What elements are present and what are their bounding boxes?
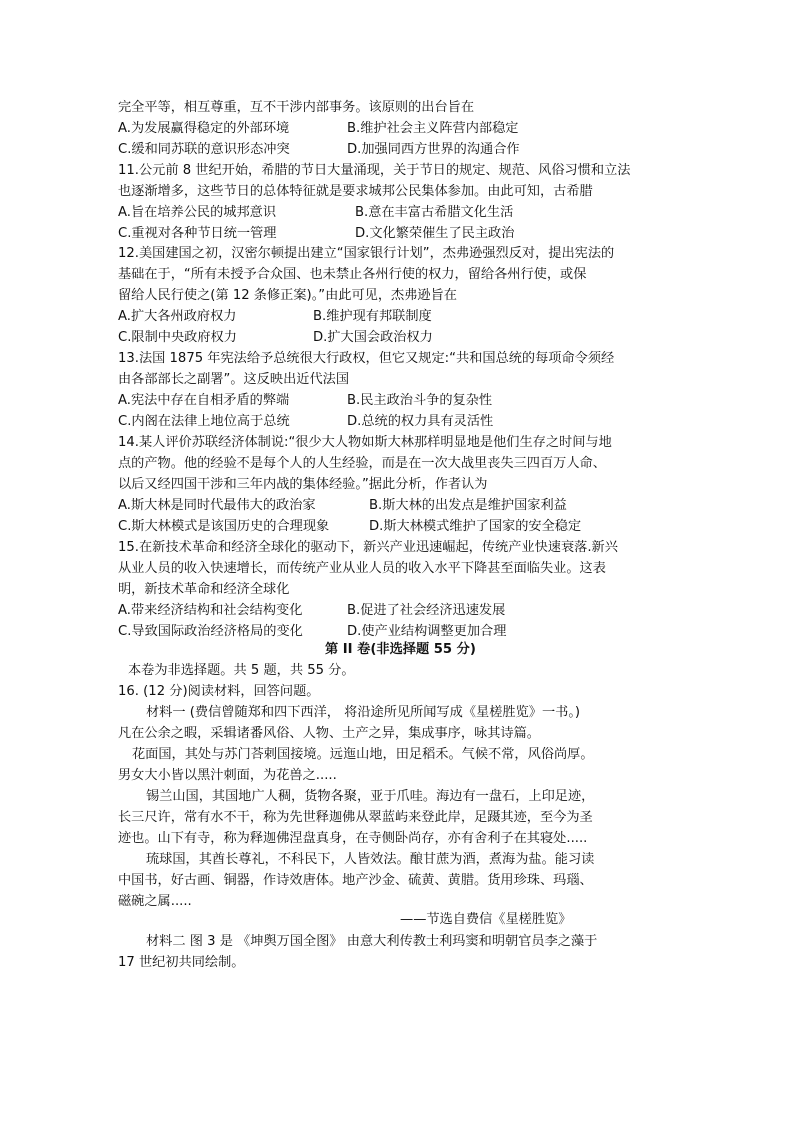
q16-material-1-line-1: 材料一 (费信曾随郑和四下西洋， 将沿途所见所闻写成《星槎胜览》一书。) — [146, 705, 581, 720]
q11-option-c: C.重视对各种节日统一管理 — [118, 226, 277, 241]
q16-material-1-line-2: 凡在公余之暇，采辑诸番风俗、人物、土产之异，集成事序，咏其诗篇。 — [118, 726, 540, 741]
q14-line-3: 以后又经四国干涉和三年内战的集体经验。”据此分析，作者认为 — [118, 477, 488, 492]
q15-option-c: C.导致国际政治经济格局的变化 — [118, 624, 303, 639]
q10-option-b: B.维护社会主义阵营内部稳定 — [347, 121, 519, 136]
q15-option-b: B.促进了社会经济迅速发展 — [347, 603, 506, 618]
q12-option-b: B.维护现有邦联制度 — [313, 309, 432, 324]
section-2-title: 第 II 卷(非选择题 55 分) — [325, 642, 476, 657]
q14-line-2: 点的产物。他的经验不是每个人的人生经验，而是在一次大战里丧失三四百万人命、 — [118, 456, 606, 471]
q13-line-2: 由各部部长之副署”。这反映出近代法国 — [118, 372, 350, 387]
q13-option-b: B.民主政治斗争的复杂性 — [347, 393, 493, 408]
q16-material-2-line-2: 17 世纪初共同绘制。 — [118, 955, 245, 970]
q15-line-1: 15.在新技术革命和经济全球化的驱动下，新兴产业迅速崛起，传统产业快速衰落.新兴 — [118, 540, 618, 555]
q14-option-b: B.斯大林的出发点是维护国家利益 — [369, 498, 567, 513]
q15-option-a: A.带来经济结构和社会结构变化 — [118, 603, 303, 618]
q11-option-d: D.文化繁荣催生了民主政治 — [355, 226, 515, 241]
q16-material-1-line-4: 男女大小皆以黑汁刺面，为花兽之..... — [118, 768, 337, 783]
q16-material-1-line-6: 长三尺许，常有水不干，称为先世释迦佛从翠蓝屿来登此岸，足蹑其迹，至今为圣 — [118, 810, 593, 825]
q15-line-3: 明，新技术革命和经济全球化 — [118, 582, 290, 597]
q13-option-a: A.宪法中存在自相矛盾的弊端 — [118, 393, 290, 408]
q12-line-2: 基础在于，“所有未授予合众国、也未禁止各州行使的权力，留给各州行使，或保 — [118, 267, 587, 282]
q12-line-3: 留给人民行使之(第 12 条修正案)。”由此可见，杰弗逊旨在 — [118, 288, 457, 303]
q12-line-1: 12.美国建国之初，汉密尔顿提出建立“国家银行计划”，杰弗逊强烈反对，提出宪法的 — [118, 246, 615, 261]
q11-line-2: 也逐渐增多，这些节日的总体特征就是要求城邦公民集体参加。由此可知，古希腊 — [118, 184, 593, 199]
q13-option-c: C.内阁在法律上地位高于总统 — [118, 414, 290, 429]
q16-material-1-line-8: 琉球国，其酋长尊礼，不科民下，人皆效法。酿甘蔗为酒，煮海为盐。能习读 — [146, 852, 595, 867]
q11-option-b: B.意在丰富古希腊文化生活 — [355, 205, 514, 220]
q16-material-2-line-1: 材料二 图 3 是 《坤舆万国全图》 由意大利传教士利玛窦和明朝官员李之藻于 — [146, 934, 598, 949]
q12-option-d: D.扩大国会政治权力 — [313, 330, 433, 345]
q14-option-d: D.斯大林模式维护了国家的安全稳定 — [369, 519, 582, 534]
q12-option-c: C.限制中央政府权力 — [118, 330, 237, 345]
section-2-intro: 本卷为非选择题。共 5 题，共 55 分。 — [128, 663, 355, 678]
q16-material-1-line-7: 迹也。山下有寺，称为释迦佛涅盘真身，在寺侧卧尚存，亦有舍利子在其寝处..... — [118, 831, 588, 846]
q16-material-1-line-10: 磁碗之属..... — [118, 894, 192, 909]
q16-material-1-line-3: 花面国，其处与苏门荅剌国接境。远迤山地，田足稻禾。气候不常，风俗尚厚。 — [132, 747, 594, 762]
q14-line-1: 14.某人评价苏联经济体制说:“很少大人物如斯大林那样明显地是他们生存之时间与地 — [118, 435, 612, 450]
q10-option-a: A.为发展赢得稳定的外部环境 — [118, 121, 290, 136]
q16-source: ——节选自费信《星槎胜览》 — [400, 912, 572, 927]
q10-option-d: D.加强同西方世界的沟通合作 — [347, 142, 520, 157]
q16-header: 16. (12 分)阅读材料，回答问题。 — [118, 684, 320, 699]
q15-line-2: 从业人员的收入快速增长，而传统产业从业人员的收入水平下降甚至面临失业。这表 — [118, 561, 606, 576]
q10-stem: 完全平等，相互尊重，互不干涉内部事务。该原则的出台旨在 — [118, 100, 475, 115]
q16-material-1-line-5: 锡兰山国，其国地广人稠，货物各聚，亚于爪哇。海边有一盘石，上印足迹， — [146, 789, 595, 804]
q14-option-a: A.斯大林是同时代最伟大的政治家 — [118, 498, 316, 513]
q11-line-1: 11.公元前 8 世纪开始，希腊的节日大量涌现，关于节日的规定、规范、风俗习惯和立法 — [118, 163, 631, 178]
q12-option-a: A.扩大各州政府权力 — [118, 309, 237, 324]
q14-option-c: C.斯大林模式是该国历史的合理现象 — [118, 519, 330, 534]
q16-material-1-line-9: 中国书，好古画、铜器，作诗效唐体。地产沙金、硫黄、黄腊。货用珍珠、玛瑙、 — [118, 873, 593, 888]
q15-option-d: D.使产业结构调整更加合理 — [347, 624, 507, 639]
q13-option-d: D.总统的权力具有灵活性 — [347, 414, 494, 429]
q10-option-c: C.缓和同苏联的意识形态冲突 — [118, 142, 290, 157]
q11-option-a: A.旨在培养公民的城邦意识 — [118, 205, 277, 220]
q13-line-1: 13.法国 1875 年宪法给予总统很大行政权，但它又规定:“共和国总统的每项命令须经 — [118, 351, 615, 366]
